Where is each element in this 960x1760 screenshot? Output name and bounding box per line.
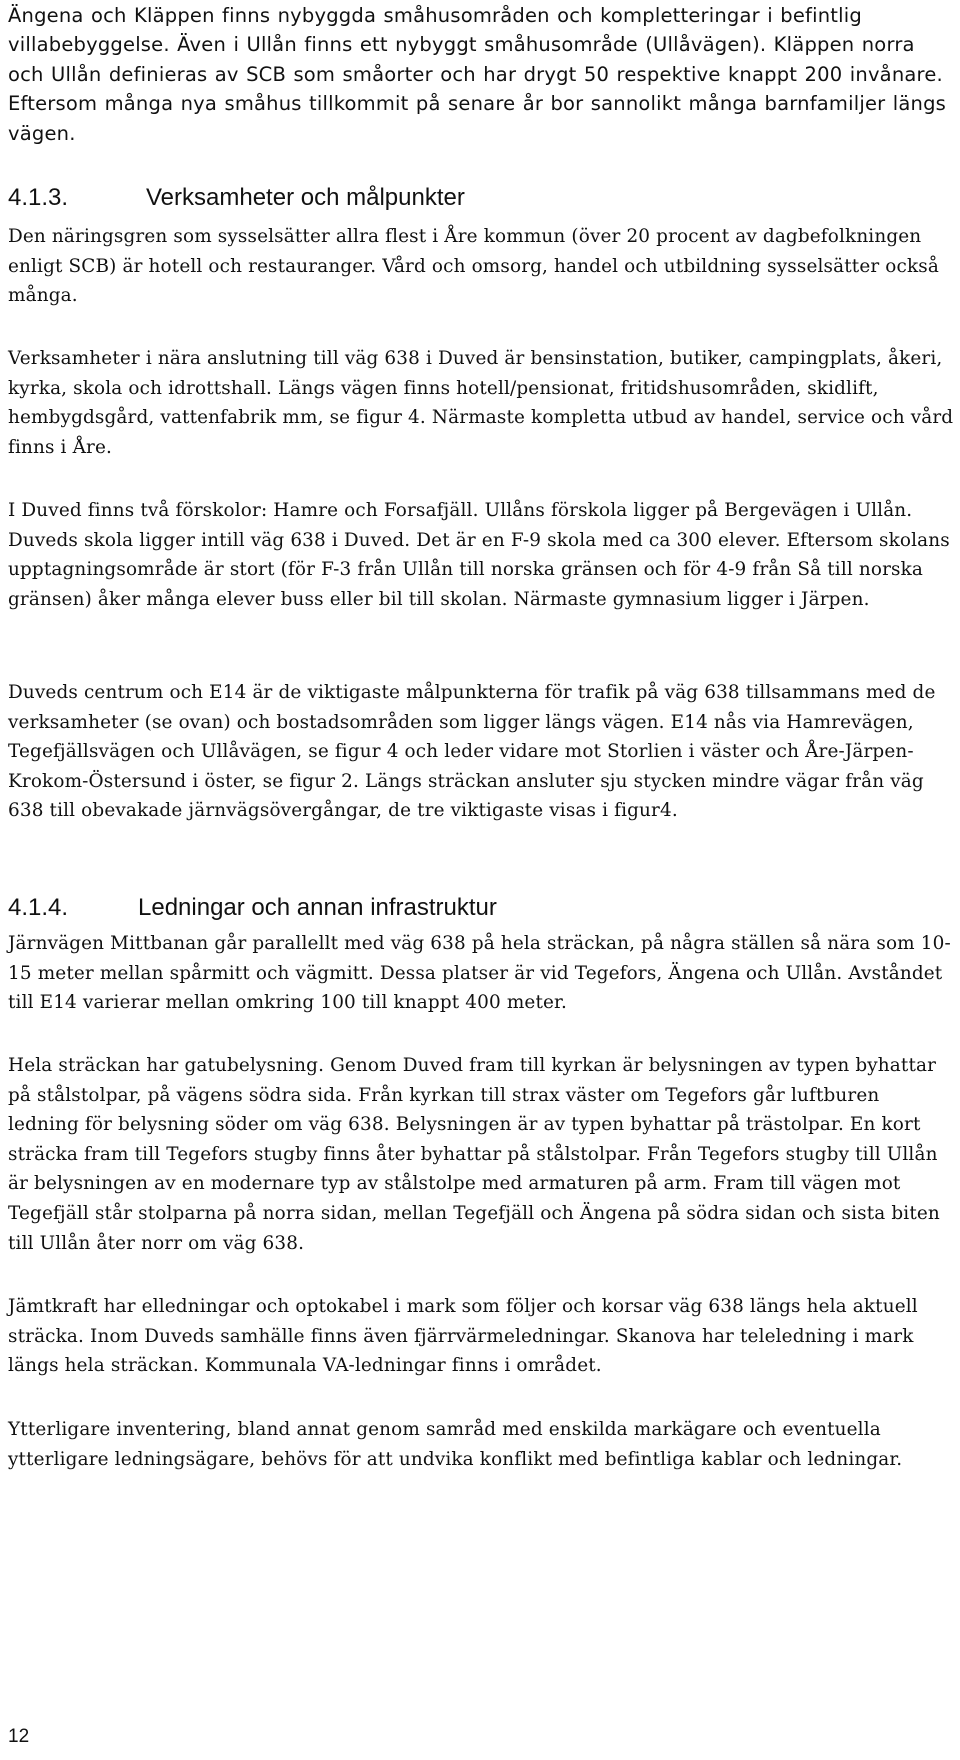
section-number: 4.1.4. <box>8 894 69 921</box>
section-heading-4-1-3 <box>8 183 465 213</box>
paragraph: Jämtkraft har elledningar och optokabel i mark som följer och korsar väg 638 längs hela aktuell sträcka. Inom Duveds samhälle finns även fjärrvärmeledningar. Skanova har teleledning i mark längs hela sträckan. Kommunala VA-ledningar finns i området. <box>8 1296 918 1377</box>
paragraph: Järnvägen Mittbanan går parallellt med väg 638 på hela sträckan, på några ställen så nära som 10-15 meter mellan spårmitt och vägmitt. Dessa platser är vid Tegefors, Ängena och Ullån. Avståndet till E14 varierar mellan omkring 100 till knappt 400 meter. <box>8 933 951 1014</box>
section-title: Verksamheter och målpunkter <box>146 184 465 211</box>
paragraph: Den näringsgren som sysselsätter allra flest i Åre kommun (över 20 procent av dagbefolkningen enligt SCB) är hotell och restauranger. Vård och omsorg, handel och utbildning sysselsätter också många. <box>8 226 939 307</box>
paragraph: I Duved finns två förskolor: Hamre och Forsafjäll. Ullåns förskola ligger på Bergevägen i Ullån. Duveds skola ligger intill väg 638 i Duved. Det är en F-9 skola med ca 300 elever. Eftersom skolans upptagningsområde är stort (för F-3 från Ullån till norska gränsen och för 4-9 från Så till norska gränsen) åker många elever buss eller bil till skolan. Närmaste gymnasium ligger i Järpen. <box>8 500 950 610</box>
page-number: 12 <box>8 1726 30 1747</box>
paragraph: Verksamheter i nära anslutning till väg 638 i Duved är bensinstation, butiker, campingplats, åkeri, kyrka, skola och idrottshall. Längs vägen finns hotell/pensionat, fritidshusområden, skidlift, hembygdsgård, vattenfabrik mm, se figur 4. Närmaste kompletta utbud av handel, service och vård finns i Åre. <box>8 348 954 458</box>
section-heading-4-1-4 <box>8 893 497 923</box>
paragraph: Hela sträckan har gatubelysning. Genom Duved fram till kyrkan är belysningen av typen byhattar på stålstolpar, på vägens södra sida. Från kyrkan till strax väster om Tegefors går luftburen ledning för belysning söder om väg 638. Belysningen är av typen byhattar på trästolpar. En kort sträcka fram till Tegefors stugby finns åter byhattar på stålstolpar. Från Tegefors stugby till Ullån är belysningen av en modernare typ av stålstolpe med armaturen på arm. Fram till vägen mot Tegefjäll står stolparna på norra sidan, mellan Tegefjäll och Ängena på södra sidan och sista biten till Ullån åter norr om väg 638. <box>8 1055 940 1254</box>
paragraph: Ytterligare inventering, bland annat genom samråd med enskilda markägare och eventuella ytterligare ledningsägare, behövs för att undvika konflikt med befintliga kablar och ledningar. <box>8 1419 903 1470</box>
section-title: Ledningar och annan infrastruktur <box>138 894 497 921</box>
section-number: 4.1.3. <box>8 184 69 211</box>
paragraph: Duveds centrum och E14 är de viktigaste målpunkterna för trafik på väg 638 tillsammans med de verksamheter (se ovan) och bostadsområden som ligger längs vägen. E14 nås via Hamrevägen, Tegefjällsvägen och Ullåvägen, se figur 4 och leder vidare mot Storlien i väster och Åre-Järpen-Krokom-Östersund i öster, se figur 2. Längs sträckan ansluter sju stycken mindre vägar från väg 638 till obevakade järnvägsövergångar, de tre viktigaste visas i figur4. <box>8 682 936 822</box>
intro-paragraph: Ängena och Kläppen finns nybyggda småhusområden och kompletteringar i befintlig villabebyggelse. Även i Ullån finns ett nybyggt småhusområde (Ullåvägen). Kläppen norra och Ullån definieras av SCB som småorter och har drygt 50 respektive knappt 200 invånare. Eftersom många nya småhus tillkommit på senare år bor sannolikt många barnfamiljer längs vägen. <box>8 4 947 145</box>
